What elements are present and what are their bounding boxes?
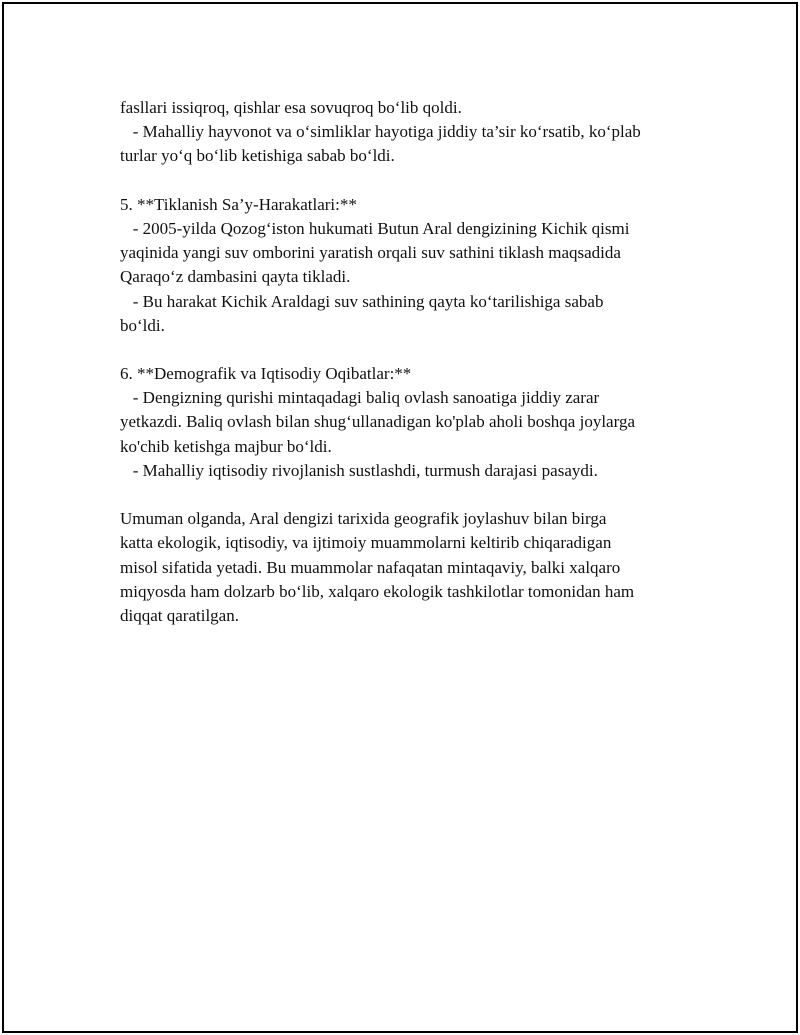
text-line: - Dengizning qurishi mintaqadagi baliq ovlash sanoatiga jiddiy zarar [120,388,600,408]
text-line: misol sifatida yetadi. Bu muammolar nafaqatan mintaqaviy, balki xalqaro [120,557,621,577]
paragraph-spacer [120,338,700,362]
text-line: yaqinida yangi suv omborini yaratish orqali suv sathini tiklash maqsadida [120,243,621,263]
text-line: yetkazdi. Baliq ovlash bilan shug‘ullanadigan ko'plab aholi boshqa joylarga [120,412,635,432]
text-line: ko'chib ketishga majbur bo‘ldi. [120,436,332,456]
section-5 [120,193,700,338]
continuation-paragraph [120,96,700,169]
section-6 [120,362,700,483]
text-line: fasllari issiqroq, qishlar esa sovuqroq bo‘lib qoldi. [120,98,462,117]
text-line: - Mahalliy hayvonot va o‘simliklar hayotiga jiddiy ta’sir ko‘rsatib, ko‘plab [120,122,641,142]
text-line: Umuman olganda, Aral dengizi tarixida geografik joylashuv bilan birga [120,509,607,529]
text-line: turlar yo‘q bo‘lib ketishiga sabab bo‘ldi. [120,146,395,166]
document-body [120,96,700,628]
section-heading: 5. **Tiklanish Sa’y-Harakatlari:** [120,194,357,214]
text-line: Qaraqo‘z dambasini qayta tikladi. [120,267,351,287]
text-line: - 2005-yilda Qozog‘iston hukumati Butun Aral dengizining Kichik qismi [120,218,630,238]
text-line: - Mahalliy iqtisodiy rivojlanish sustlashdi, turmush darajasi pasaydi. [120,460,598,480]
text-line: bo‘ldi. [120,315,165,335]
paragraph-spacer [120,483,700,507]
text-line: miqyosda ham dolzarb bo‘lib, xalqaro ekologik tashkilotlar tomonidan ham [120,581,635,601]
conclusion-paragraph [120,507,700,628]
text-line: diqqat qaratilgan. [120,605,239,625]
paragraph-spacer [120,169,700,193]
section-heading: 6. **Demografik va Iqtisodiy Oqibatlar:** [120,364,412,384]
text-line: katta ekologik, iqtisodiy, va ijtimoiy muammolarni keltirib chiqaradigan [120,533,612,553]
document-page [2,2,798,1033]
text-line: - Bu harakat Kichik Araldagi suv sathining qayta ko‘tarilishiga sabab [120,291,604,311]
